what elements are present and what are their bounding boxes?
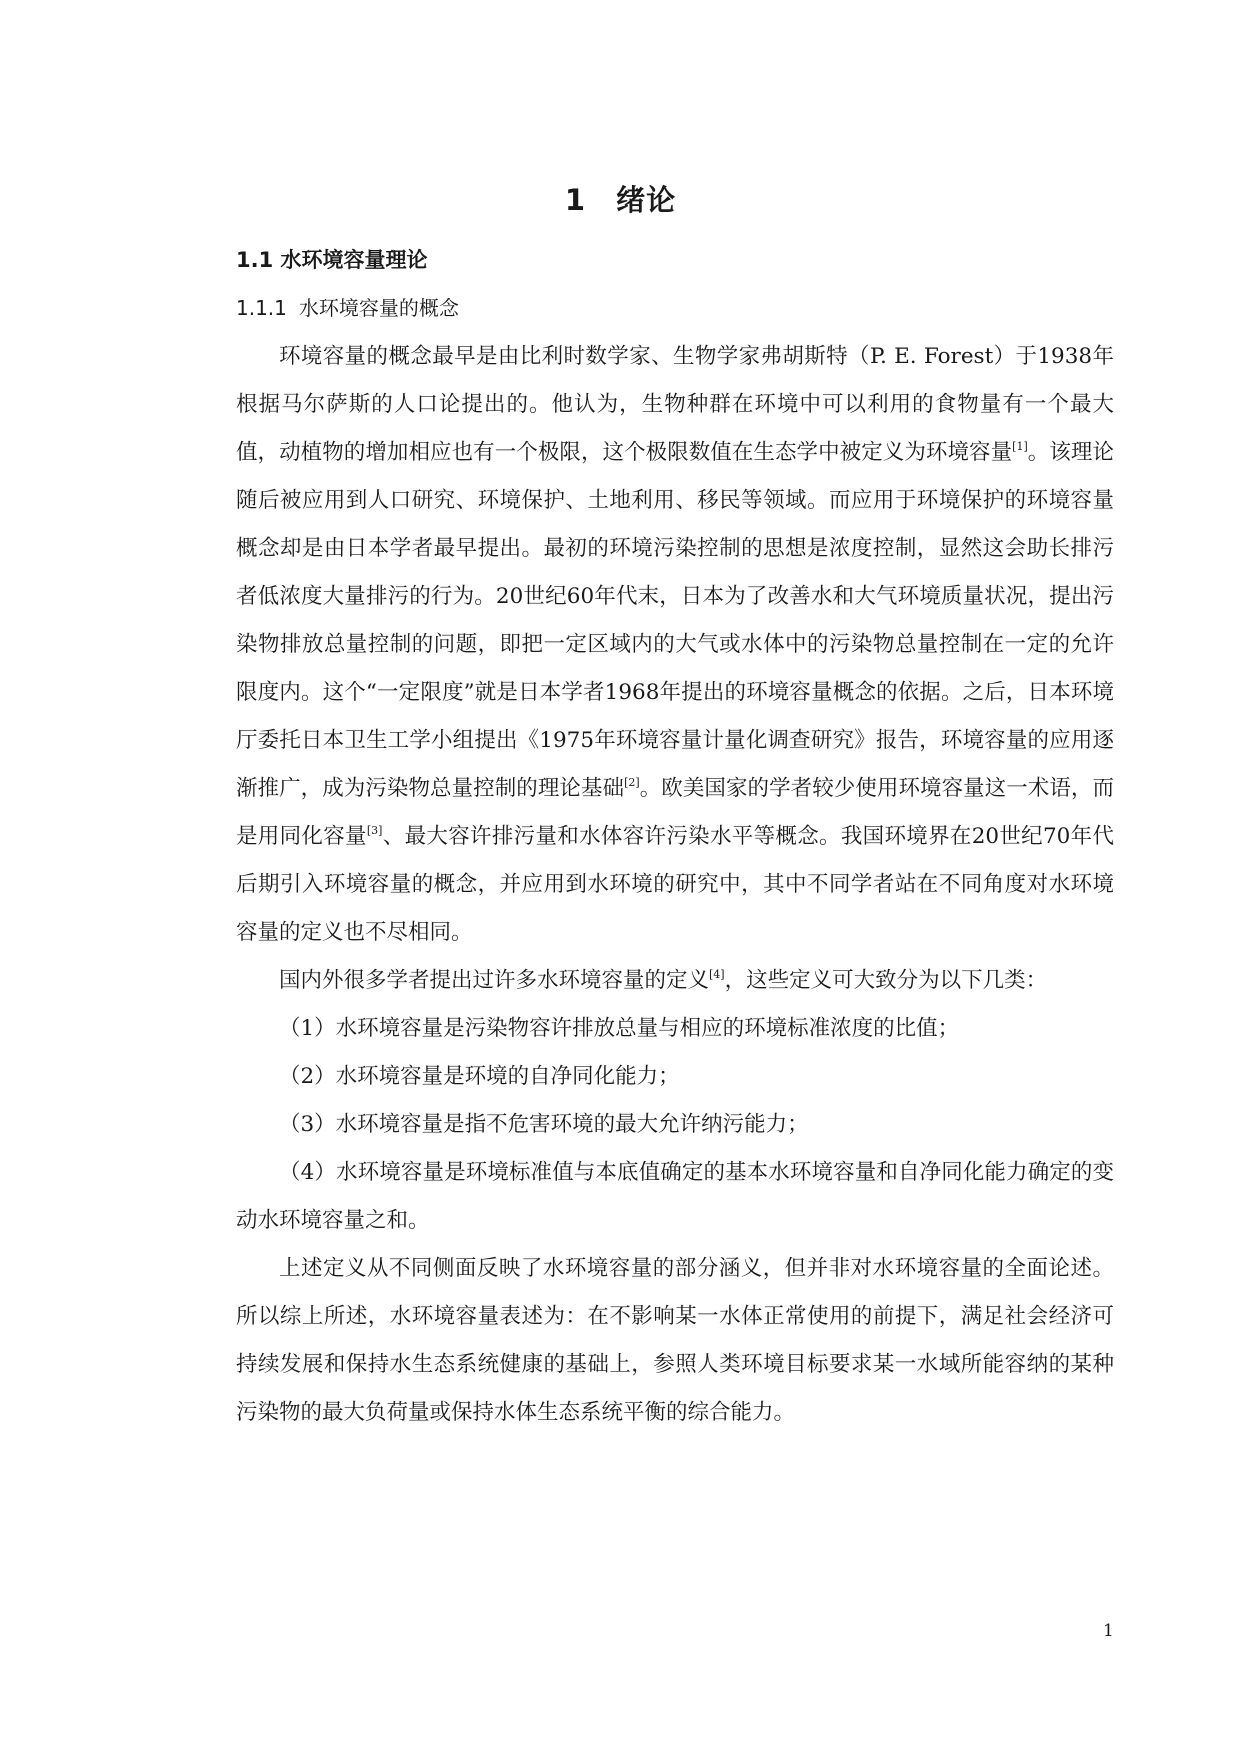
list-item: （1）水环境容量是污染物容许排放总量与相应的环境标准浓度的比值； (279, 1016, 960, 1041)
paragraph-1-part-c: 。欧美国家的学者较少使用环境容量这一术语，而是用同化容量 (236, 776, 1114, 849)
citation-1: [1] (1012, 440, 1028, 453)
chapter-title (0, 178, 1241, 219)
paragraph-2-part-a: 国内外很多学者提出过许多水环境容量的定义 (279, 968, 710, 993)
list-item: （3）水环境容量是指不危害环境的最大允许纳污能力； (279, 1112, 809, 1137)
paragraph-2-part-b: ，这些定义可大致分为以下几类： (724, 968, 1048, 993)
paragraph-1-part-b: 。该理论随后被应用到人口研究、环境保护、土地利用、移民等领域。而应用于环境保护的环境容量概念却是由日本学者最早提出。最初的环境污染控制的思想是浓度控制，显然这会助长排污者低浓度大量排污的行为。20世纪60年代末，日本为了改善水和大气环境质量状况，提出污染物排放总量控制的问题，即把一定区域内的大气或水体中的污染物总量控制在一定的允许限度内。这个“一定限度”就是日本学者1968年提出的环境容量概念的依据。之后，日本环境厅委托日本卫生工学小组提出《1975年环境容量计量化调查研究》报告，环境容量的应用逐渐推广，成为污染物总量控制的理论基础 (236, 440, 1114, 801)
chapter-number: 1 (564, 183, 587, 217)
paragraph-1-part-d: 、最大容许排污量和水体容许污染水平等概念。我国环境界在20世纪70年代后期引入环境容量的概念，并应用到水环境的研究中，其中不同学者站在不同角度对水环境容量的定义也不尽相同。 (236, 824, 1114, 945)
citation-3: [3] (366, 824, 383, 837)
page-number: 1 (1103, 1621, 1114, 1641)
subsection-title: 水环境容量的概念 (298, 296, 459, 320)
paragraph-2 (236, 957, 1114, 1005)
citation-4: [4] (709, 968, 725, 981)
citation-2: [2] (624, 776, 640, 789)
section-heading: 1.1 水环境容量理论 (236, 248, 428, 272)
subsection-heading (236, 292, 459, 321)
chapter-title-text: 绪论 (616, 183, 677, 217)
paragraph-3: 上述定义从不同侧面反映了水环境容量的部分涵义，但并非对水环境容量的全面论述。所以综上所述，水环境容量表述为：在不影响某一水体正常使用的前提下，满足社会经济可持续发展和保持水生态系统健康的基础上，参照人类环境目标要求某一水域所能容纳的某种污染物的最大负荷量或保持水体生态系统平衡的综合能力。 (236, 1256, 1114, 1425)
body-text (236, 333, 1114, 1437)
paragraph-1-part-a: 环境容量的概念最早是由比利时数学家、生物学家弗胡斯特（P. E. Forest）于1938年根据马尔萨斯的人口论提出的。他认为，生物种群在环境中可以利用的食物量有一个最大值，动植物的增加相应也有一个极限，这个极限数值在生态学中被定义为环境容量 (236, 344, 1114, 465)
subsection-number: 1.1.1 (236, 296, 287, 320)
list-item: （2）水环境容量是环境的自净同化能力； (279, 1064, 680, 1089)
list-item: （4）水环境容量是环境标准值与本底值确定的基本水环境容量和自净同化能力确定的变动水环境容量之和。 (236, 1160, 1114, 1233)
paragraph-1 (236, 333, 1114, 957)
